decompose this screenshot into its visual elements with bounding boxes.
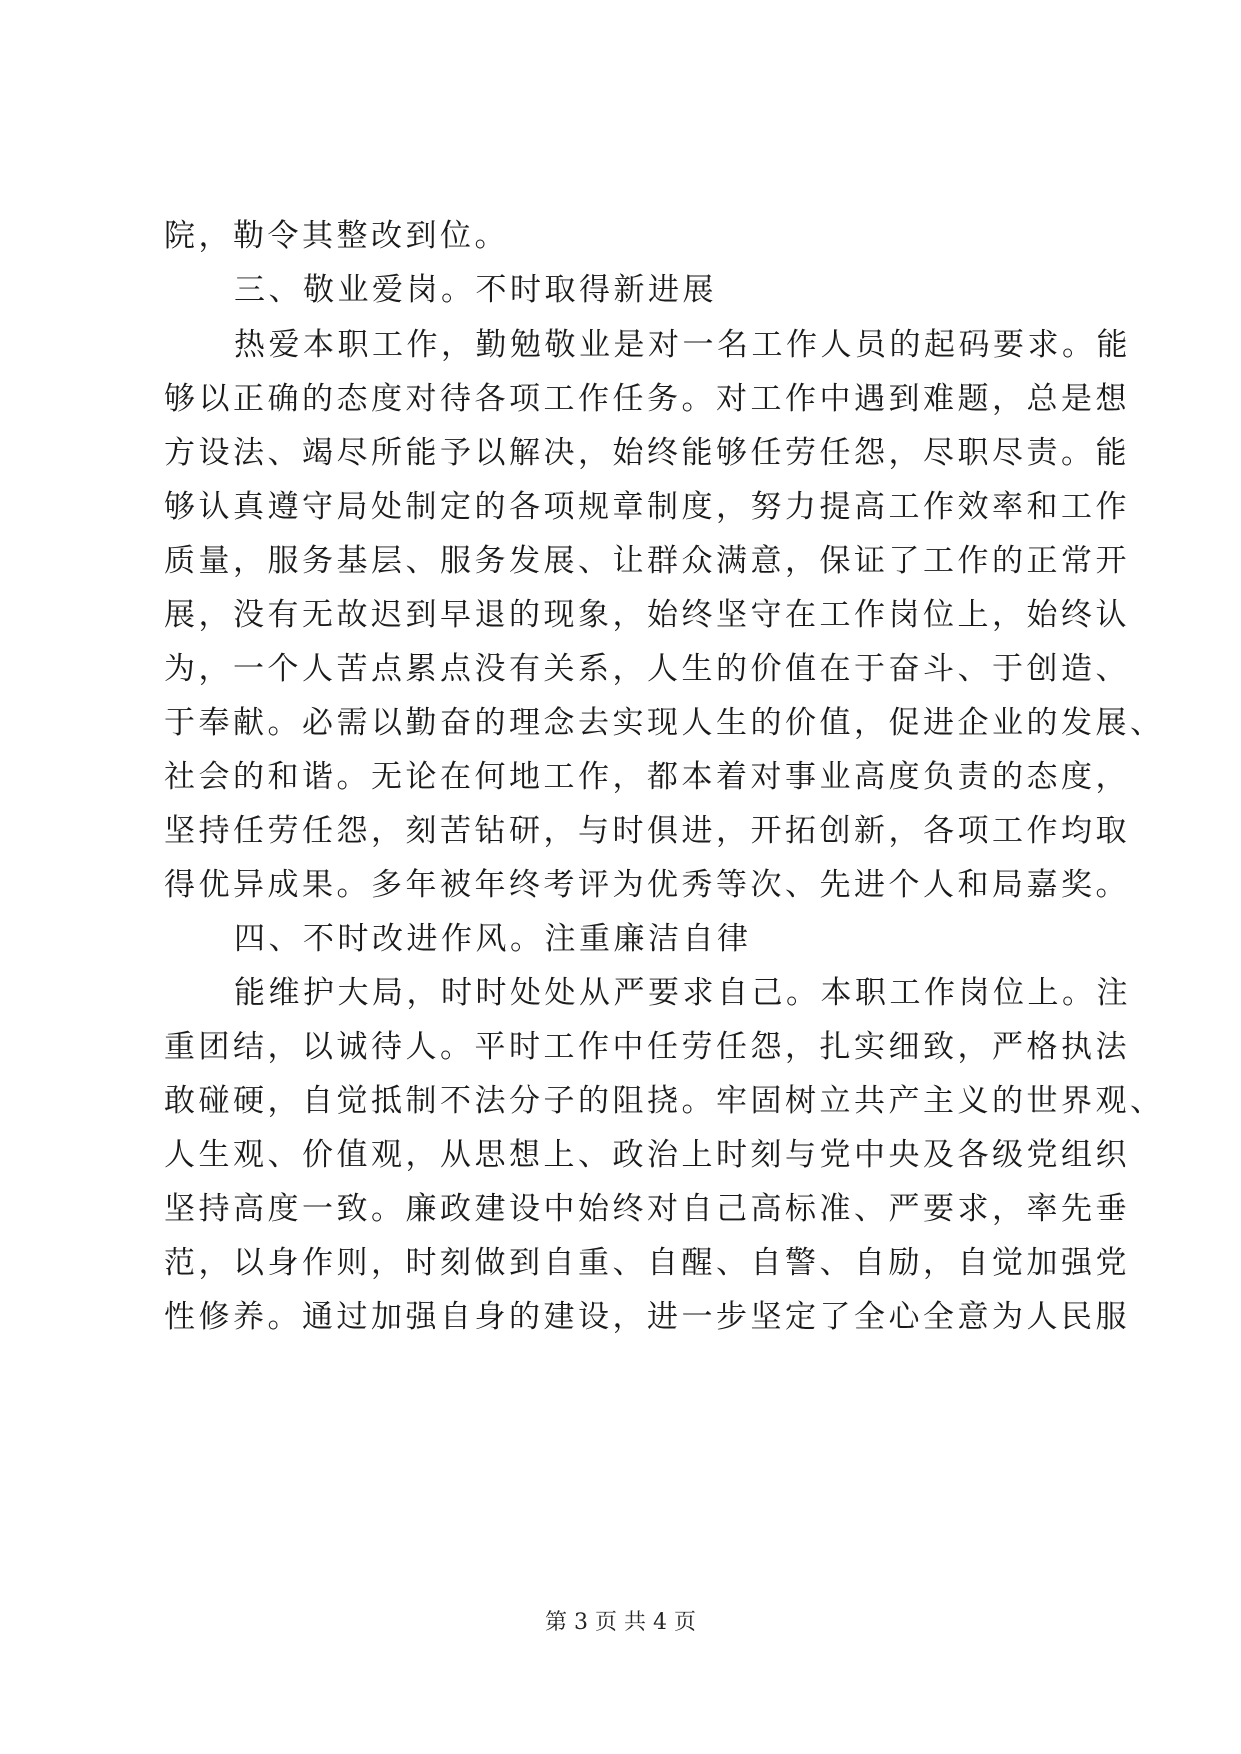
body-line: 得优异成果。多年被年终考评为优秀等次、先进个人和局嘉奖。 [164,867,1130,903]
body-line: 为，一个人苦点累点没有关系，人生的价值在于奋斗、于创造、 [164,651,1130,687]
body-line: 重团结，以诚待人。平时工作中任劳任怨，扎实细致，严格执法 [164,1029,1130,1065]
body-line: 敢碰硬，自觉抵制不法分子的阻挠。牢固树立共产主义的世界观、 [164,1083,1165,1119]
body-line: 人生观、价值观，从思想上、政治上时刻与党中央及各级党组织 [164,1137,1130,1173]
body-line: 于奉献。必需以勤奋的理念去实现人生的价值，促进企业的发展、 [164,705,1165,741]
body-line: 方设法、竭尽所能予以解决，始终能够任劳任怨，尽职尽责。能 [164,435,1130,471]
section-heading: 三、敬业爱岗。不时取得新进展 [234,272,717,308]
body-line: 院，勒令其整改到位。 [164,218,509,254]
body-line: 够以正确的态度对待各项工作任务。对工作中遇到难题，总是想 [164,381,1130,417]
page-footer: 第 3 页 共 4 页 [545,1610,696,1635]
body-line: 社会的和谐。无论在何地工作，都本着对事业高度负责的态度， [164,759,1130,795]
body-line: 范，以身作则，时刻做到自重、自醒、自警、自励，自觉加强党 [164,1245,1130,1281]
body-line: 坚持高度一致。廉政建设中始终对自己高标准、严要求，率先垂 [164,1191,1130,1227]
body-line: 热爱本职工作，勤勉敬业是对一名工作人员的起码要求。能 [234,327,1131,363]
body-line: 性修养。通过加强自身的建设，进一步坚定了全心全意为人民服 [164,1299,1130,1335]
body-line: 能维护大局，时时处处从严要求自己。本职工作岗位上。注 [234,975,1131,1011]
body-line: 展，没有无故迟到早退的现象，始终坚守在工作岗位上，始终认 [164,597,1130,633]
section-heading: 四、不时改进作风。注重廉洁自律 [234,921,752,957]
body-line: 坚持任劳任怨，刻苦钻研，与时俱进，开拓创新，各项工作均取 [164,813,1130,849]
body-line: 够认真遵守局处制定的各项规章制度，努力提高工作效率和工作 [164,489,1130,525]
body-line: 质量，服务基层、服务发展、让群众满意，保证了工作的正常开 [164,543,1130,579]
